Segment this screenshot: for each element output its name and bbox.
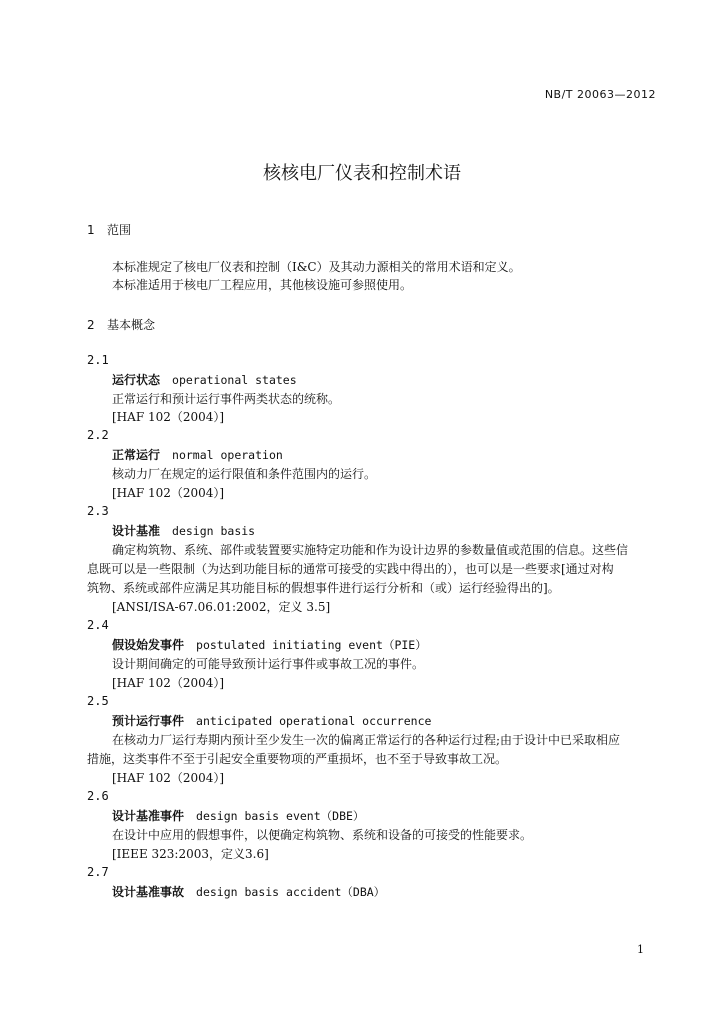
term-chinese: 运行状态 bbox=[112, 373, 161, 387]
term-entry bbox=[112, 807, 364, 824]
term-source: [ANSI/ISA-67.06.01:2002，定义 3.5] bbox=[112, 600, 331, 614]
page-number: 1 bbox=[637, 943, 644, 956]
term-definition: 核动力厂在规定的运行限值和条件范围内的运行。 bbox=[112, 467, 377, 481]
clause-number: 2.1 bbox=[87, 353, 109, 367]
document-title: 核核电厂仪表和控制术语 bbox=[263, 163, 461, 184]
term-definition-line: 措施，这类事件不至于引起安全重要物项的严重损坏，也不至于导致事故工况。 bbox=[87, 752, 508, 766]
term-definition-line: 息既可以是一些限制（为达到功能目标的通常可接受的实践中得出的），也可以是一些要求[通过对构 bbox=[87, 562, 614, 576]
section-number: 2 bbox=[87, 318, 95, 332]
term-source: [IEEE 323:2003，定义3.6] bbox=[112, 847, 269, 861]
scope-paragraph-1: 本标准规定了核电厂仪表和控制（I&C）及其动力源相关的常用术语和定义。 bbox=[112, 260, 521, 274]
term-english: design basis event（DBE） bbox=[196, 809, 365, 823]
section-2-heading bbox=[87, 316, 155, 333]
term-entry bbox=[112, 636, 427, 653]
term-chinese: 设计基准事件 bbox=[112, 809, 185, 823]
term-definition-line: 在核动力厂运行寿期内预计至少发生一次的偏离正常运行的各种运行过程;由于设计中已采取相应 bbox=[112, 733, 621, 747]
term-source: [HAF 102（2004）] bbox=[112, 676, 225, 690]
term-entry bbox=[112, 712, 431, 729]
term-entry bbox=[112, 446, 283, 463]
clause-number: 2.5 bbox=[87, 694, 109, 708]
term-english: postulated initiating event（PIE） bbox=[196, 638, 427, 652]
clause-number: 2.6 bbox=[87, 789, 109, 803]
term-english: design basis accident（DBA） bbox=[196, 885, 386, 899]
term-source: [HAF 102（2004）] bbox=[112, 771, 225, 785]
term-source: [HAF 102（2004）] bbox=[112, 410, 225, 424]
term-english: anticipated operational occurrence bbox=[196, 714, 432, 728]
clause-number: 2.4 bbox=[87, 618, 109, 632]
clause-number: 2.2 bbox=[87, 428, 109, 442]
term-english: operational states bbox=[172, 373, 297, 387]
term-source: [HAF 102（2004）] bbox=[112, 486, 225, 500]
term-entry bbox=[112, 522, 255, 539]
term-chinese: 假设始发事件 bbox=[112, 638, 185, 652]
clause-number: 2.3 bbox=[87, 504, 109, 518]
term-chinese: 设计基准事故 bbox=[112, 885, 185, 899]
term-definition-line: 确定构筑物、系统、部件或装置要实施特定功能和作为设计边界的参数量值或范围的信息。这些信 bbox=[112, 543, 629, 557]
term-definition: 在设计中应用的假想事件，以便确定构筑物、系统和设备的可接受的性能要求。 bbox=[112, 828, 533, 842]
term-chinese: 预计运行事件 bbox=[112, 714, 185, 728]
term-entry bbox=[112, 371, 297, 388]
clause-number: 2.7 bbox=[87, 865, 109, 879]
term-definition: 设计期间确定的可能导致预计运行事件或事故工况的事件。 bbox=[112, 657, 425, 671]
term-chinese: 设计基准 bbox=[112, 524, 161, 538]
section-number: 1 bbox=[87, 223, 95, 237]
term-chinese: 正常运行 bbox=[112, 448, 161, 462]
scope-paragraph-2: 本标准适用于核电厂工程应用，其他核设施可参照使用。 bbox=[112, 278, 413, 292]
term-entry bbox=[112, 883, 385, 900]
term-definition-line: 筑物、系统或部件应满足其功能目标的假想事件进行运行分析和（或）运行经验得出的]。 bbox=[87, 581, 560, 595]
term-definition: 正常运行和预计运行事件两类状态的统称。 bbox=[112, 392, 341, 406]
section-title: 范围 bbox=[107, 223, 132, 237]
section-1-heading bbox=[87, 221, 131, 238]
term-english: design basis bbox=[172, 524, 256, 538]
standard-number: NB/T 20063—2012 bbox=[544, 88, 656, 101]
term-english: normal operation bbox=[172, 448, 283, 462]
section-title: 基本概念 bbox=[107, 318, 156, 332]
